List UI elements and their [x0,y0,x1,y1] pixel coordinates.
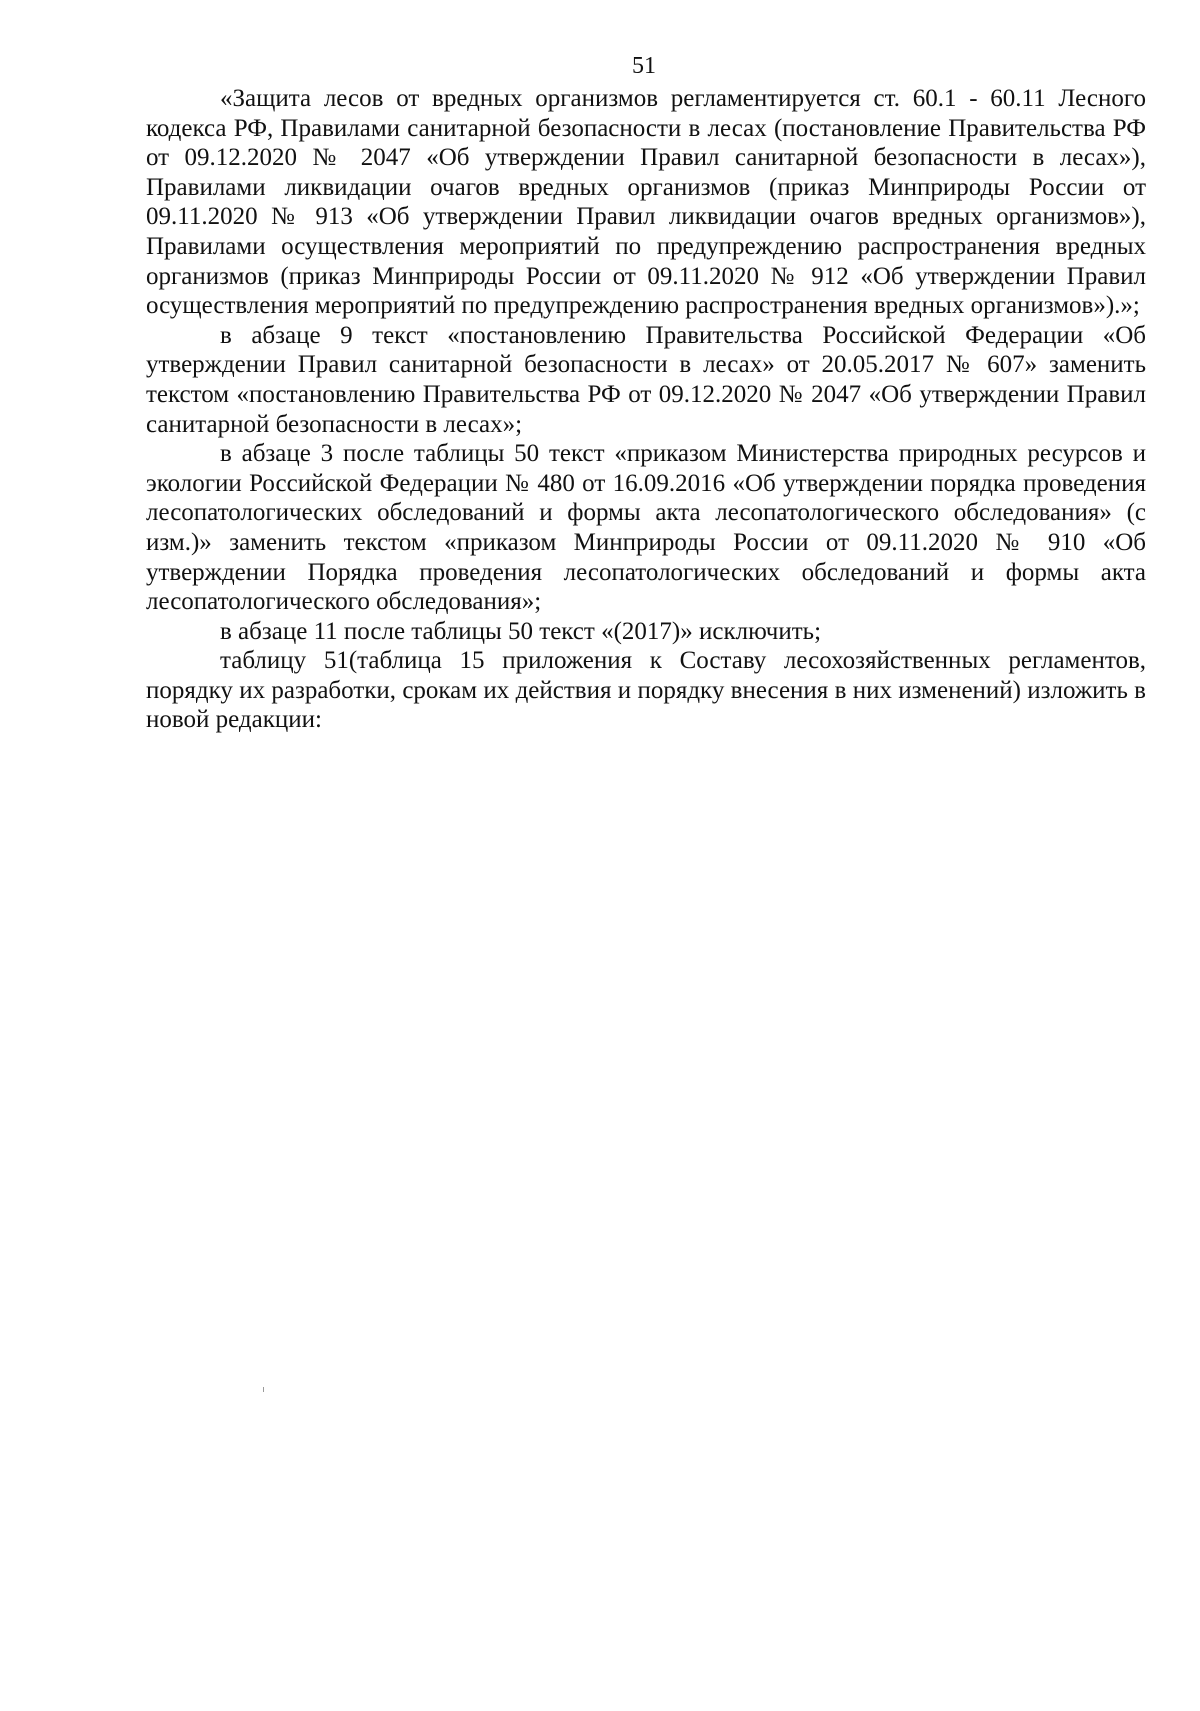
paragraph-forest-protection: «Защита лесов от вредных организмов регламентируется ст. 60.1 - 60.11 Лесного кодекса РФ, Правилами санитарной безопасности в лесах (постановление Правительства РФ от 09.12.2020 № 2047 «Об утверждении Правил санитарной безопасности в лесах»), Правилами ликвидации очагов вредных организмов (приказ Минприроды России от 09.11.2020 № 913 «Об утверждении Правил ликвидации очагов вредных организмов»), Правилами осуществления мероприятий по предупреждению распространения вредных организмов (приказ Минприроды России от 09.11.2020 № 912 «Об утверждении Правил осуществления мероприятий по предупреждению распространения вредных организмов»).»; [146,85,1146,320]
scan-speck [263,1387,264,1392]
paragraph-amendment-abzac-3: в абзаце 3 после таблицы 50 текст «приказом Министерства природных ресурсов и экологии Российской Федерации № 480 от 16.09.2016 «Об утверждении порядка проведения лесопатологических обследований и формы акта лесопатологического обследования» (с изм.)» заменить текстом «приказом Минприроды России от 09.11.2020 № 910 «Об утверждении Порядка проведения лесопатологических обследований и формы акта лесопатологического обследования»; [146,440,1146,616]
paragraph-table-51: таблицу 51(таблица 15 приложения к Составу лесохозяйственных регламентов, порядку их разработки, срокам их действия и порядку внесения в них изменений) изложить в новой редакции: [146,647,1146,734]
paragraph-amendment-abzac-9: в абзаце 9 текст «постановлению Правительства Российской Федерации «Об утверждении Правил санитарной безопасности в лесах» от 20.05.2017 № 607» заменить текстом «постановлению Правительства РФ от 09.12.2020 № 2047 «Об утверждении Правил санитарной безопасности в лесах»; [146,321,1146,438]
document-body [146,84,1146,735]
page-number: 51 [632,53,656,79]
paragraph-amendment-abzac-11: в абзаце 11 после таблицы 50 текст «(2017)» исключить; [220,617,822,645]
